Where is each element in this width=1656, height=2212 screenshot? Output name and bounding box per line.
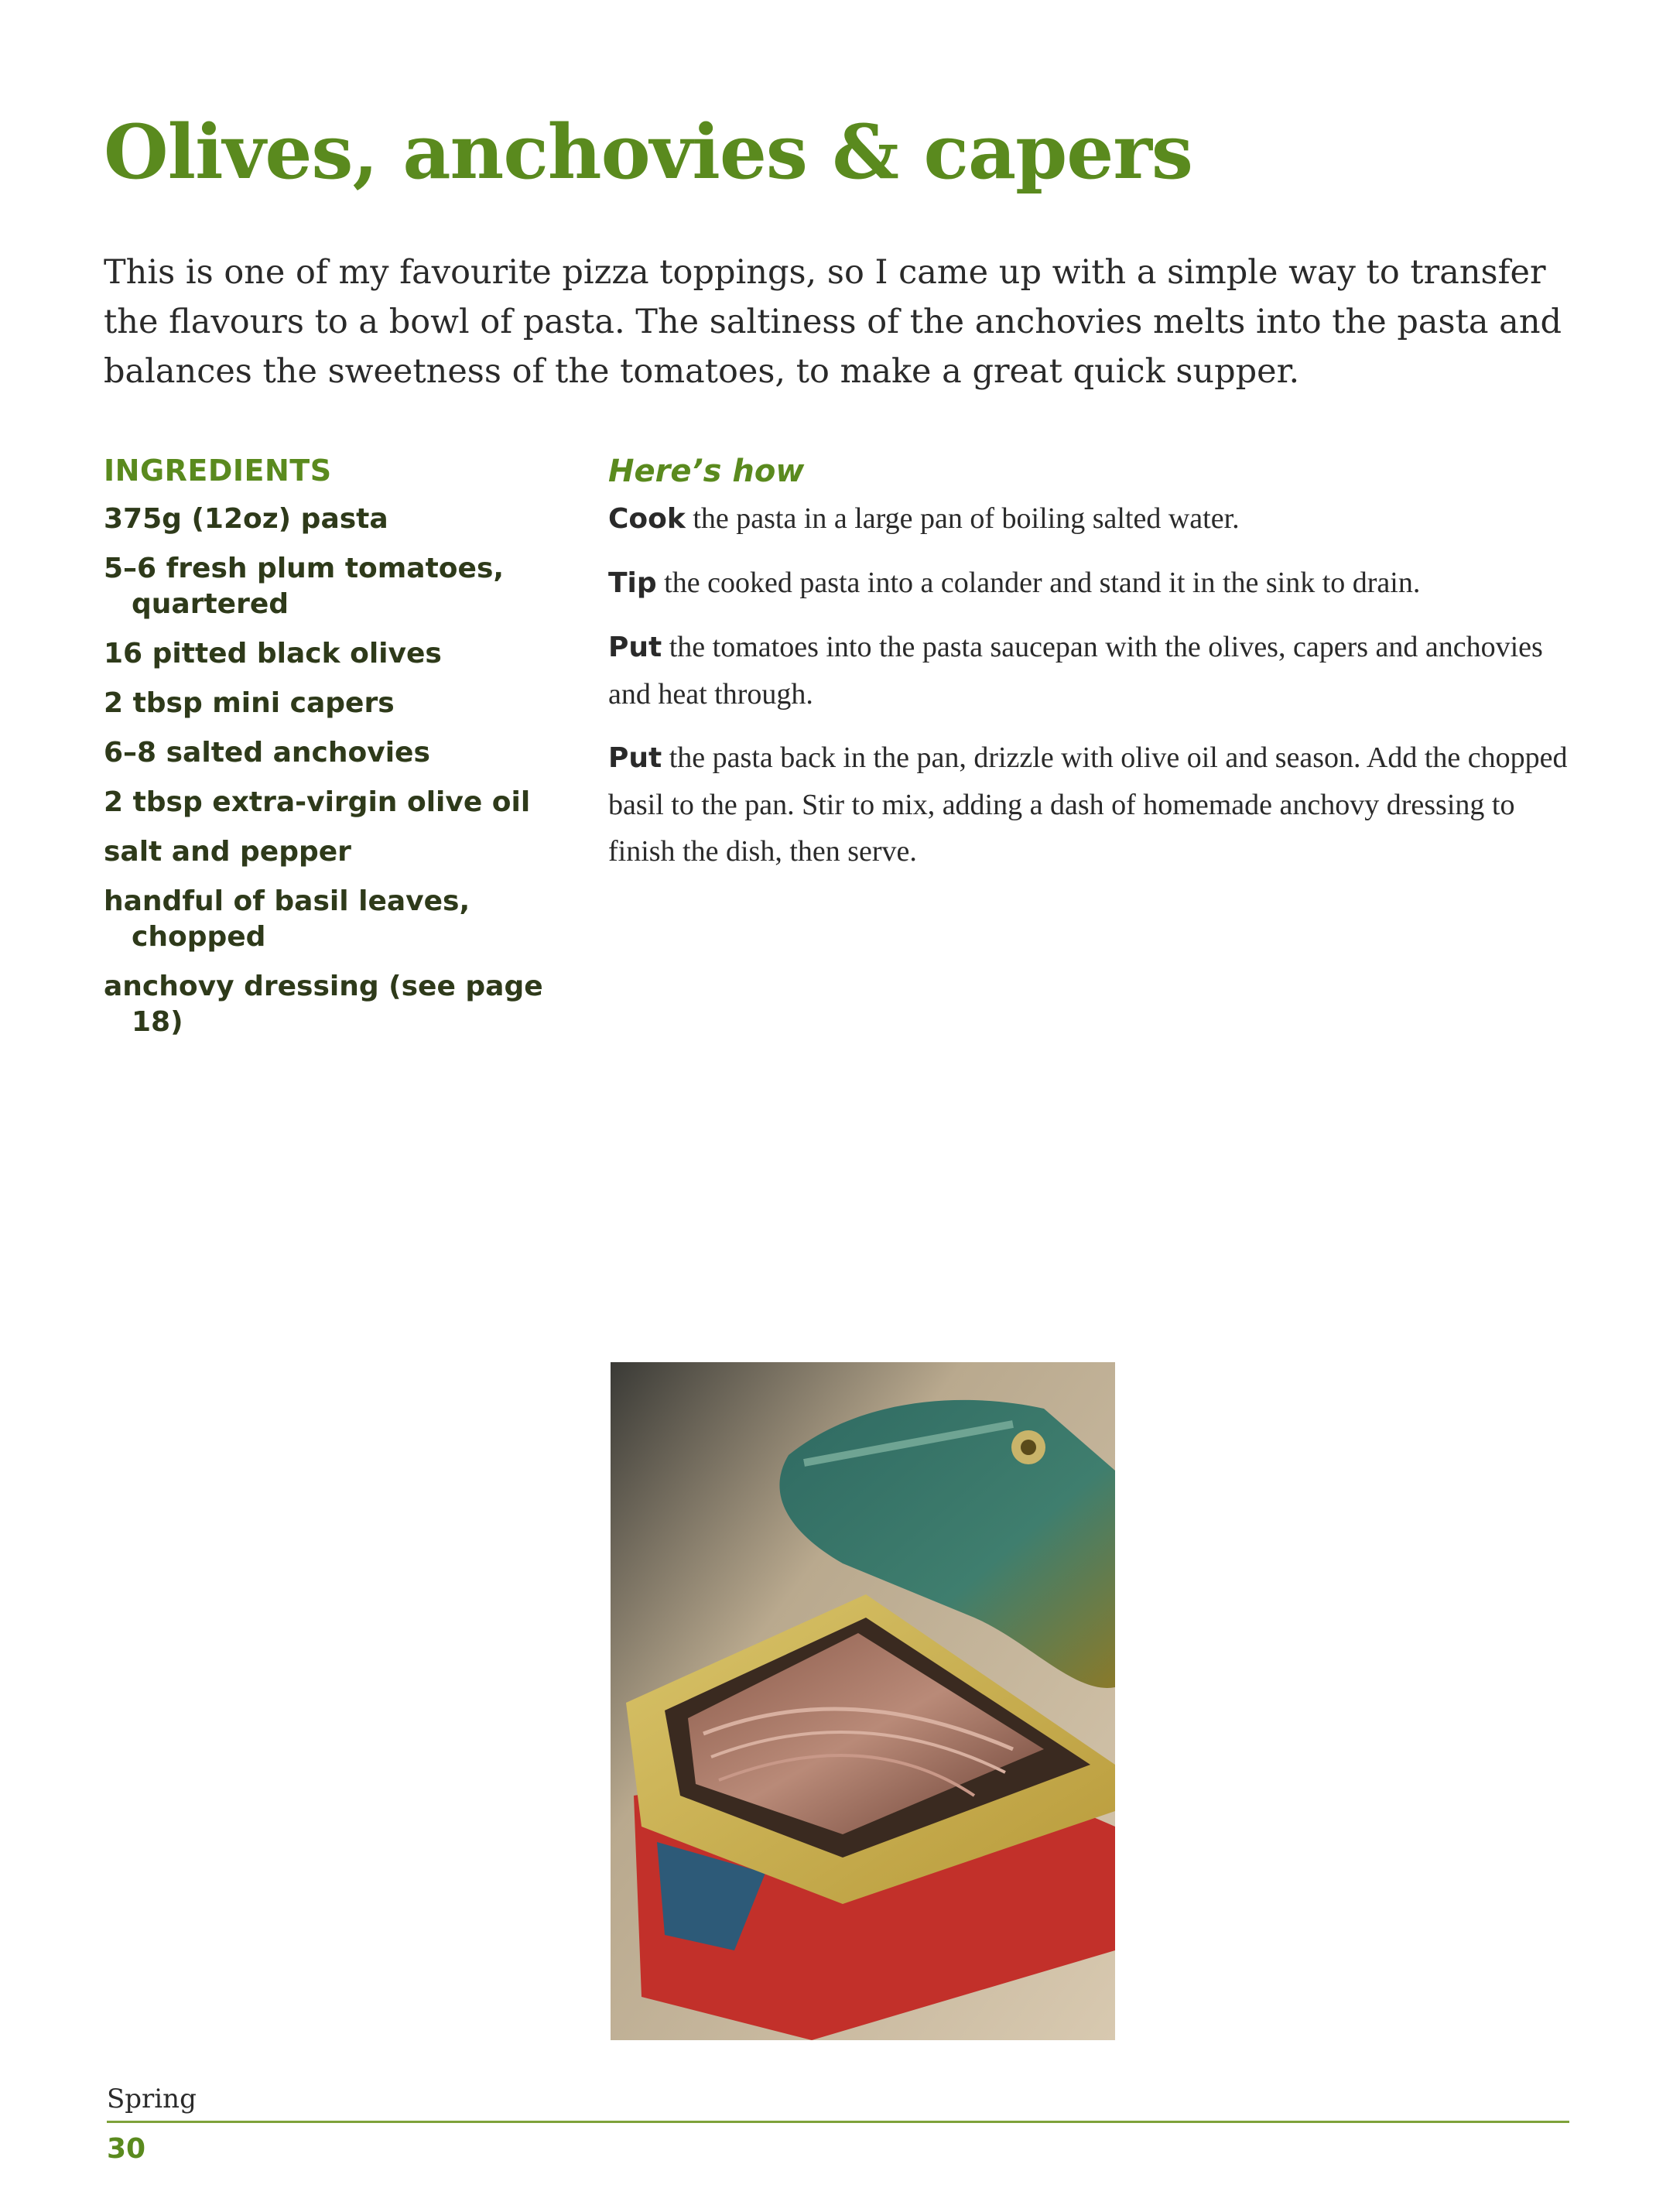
ingredient-item: anchovy dressing (see page 18) bbox=[104, 971, 543, 1038]
ingredient-item: 5–6 fresh plum tomatoes, quartered bbox=[104, 553, 505, 620]
ingredient-item: 375g (12oz) pasta bbox=[104, 503, 388, 535]
step-verb: Tip bbox=[608, 567, 657, 599]
ingredients-heading: INGREDIENTS bbox=[104, 454, 332, 488]
method-heading: Here’s how bbox=[608, 454, 805, 489]
recipe-intro: This is one of my favourite pizza toppings, so I came up with a simple way to transfer the flavours to a bowl of pasta. The saltiness of the anchovies melts into the pasta and balances the sweetness of the tomatoes, to make a great quick supper. bbox=[104, 253, 1562, 391]
method-step bbox=[608, 560, 1568, 607]
method-step bbox=[608, 624, 1568, 717]
anchovy-tin-photo bbox=[611, 1362, 1115, 2040]
recipe-title: Olives, anchovies & capers bbox=[104, 108, 1192, 196]
ingredient-item: handful of basil leaves, chopped bbox=[104, 885, 470, 953]
method-step bbox=[608, 495, 1568, 543]
step-verb: Put bbox=[608, 632, 662, 663]
method-step bbox=[608, 734, 1568, 875]
step-verb: Cook bbox=[608, 503, 686, 535]
ingredient-item: 16 pitted black olives bbox=[104, 638, 442, 669]
footer-rule bbox=[107, 2121, 1569, 2123]
ingredient-item: 2 tbsp extra-virgin olive oil bbox=[104, 786, 531, 818]
ingredient-item: 2 tbsp mini capers bbox=[104, 687, 395, 719]
ingredient-item: salt and pepper bbox=[104, 836, 351, 868]
anchovy-tin-illustration bbox=[611, 1362, 1115, 2040]
step-text: the pasta in a large pan of boiling salted water. bbox=[685, 502, 1240, 535]
step-verb: Put bbox=[608, 742, 662, 774]
step-text: the tomatoes into the pasta saucepan with the olives, capers and anchovies and heat through. bbox=[608, 631, 1543, 711]
page-number: 30 bbox=[107, 2133, 146, 2165]
footer-section-label: Spring bbox=[107, 2084, 197, 2114]
step-text: the cooked pasta into a colander and stand it in the sink to drain. bbox=[656, 567, 1421, 599]
ingredients-list bbox=[104, 502, 568, 1054]
step-text: the pasta back in the pan, drizzle with olive oil and season. Add the chopped basil to the pan. Stir to mix, adding a dash of homemade anchovy dressing to finish the dish, then serve. bbox=[608, 741, 1568, 868]
method-steps bbox=[608, 495, 1568, 892]
ingredient-item: 6–8 salted anchovies bbox=[104, 737, 430, 769]
